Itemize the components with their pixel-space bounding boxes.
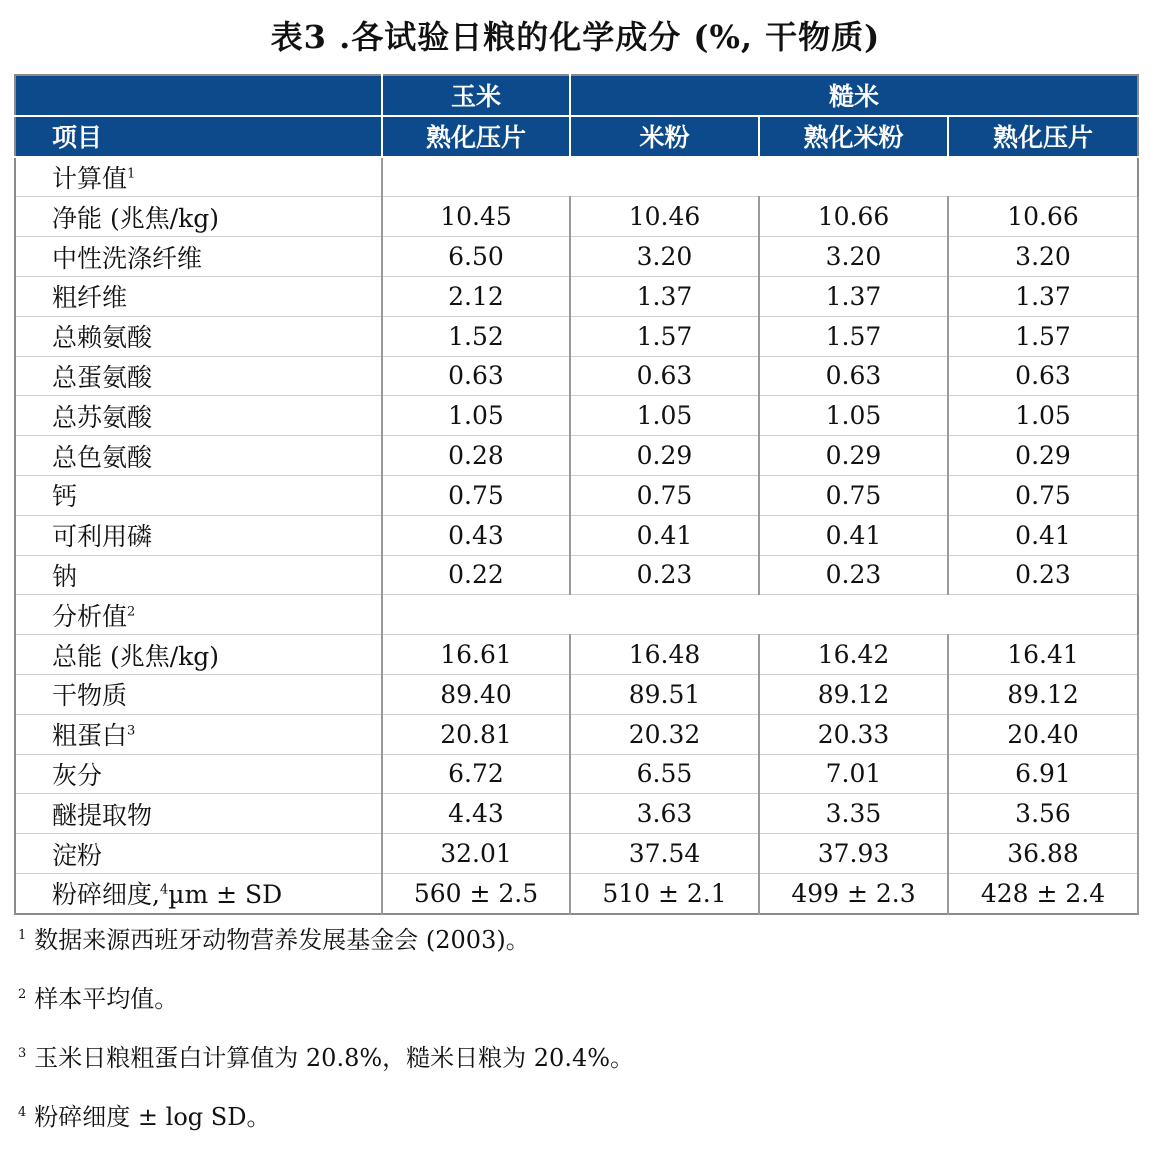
- value-cell: 0.29: [570, 436, 759, 476]
- header-group-brown-rice: 糙米: [570, 75, 1138, 116]
- row-label-text: 粗蛋白: [52, 721, 128, 751]
- header-row-groups: [15, 75, 1138, 116]
- value-cell: 1.05: [570, 396, 759, 436]
- footnote-text: 玉米日粮粗蛋白计算值为 20.8%，糙米日粮为 20.4%。: [34, 1044, 635, 1072]
- section-row: [15, 595, 1138, 635]
- row-label: [15, 635, 382, 675]
- row-label-text: 总能 (兆焦/kg): [52, 641, 220, 671]
- row-label-text: 粉碎细度,: [52, 880, 160, 910]
- row-label-text: 总蛋氨酸: [52, 362, 153, 392]
- row-label: [15, 515, 382, 555]
- section-label: [15, 595, 382, 635]
- footnote-number: 3: [18, 1046, 27, 1061]
- footnote-marker: 4: [159, 883, 169, 898]
- value-cell: 428 ± 2.4: [948, 873, 1138, 913]
- value-cell: 6.50: [382, 237, 570, 277]
- row-label-text: 钙: [52, 482, 78, 512]
- row-label: [15, 276, 382, 316]
- table-row: [15, 873, 1138, 913]
- value-cell: 89.51: [570, 674, 759, 714]
- value-cell: 560 ± 2.5: [382, 873, 570, 913]
- value-cell: 89.40: [382, 674, 570, 714]
- row-label: [15, 436, 382, 476]
- row-label: [15, 754, 382, 794]
- footnote: [18, 1097, 270, 1132]
- section-label: [15, 157, 382, 197]
- header-col-4: 熟化压片: [948, 116, 1138, 157]
- table-row: [15, 754, 1138, 794]
- row-label: [15, 834, 382, 874]
- header-col-3: 熟化米粉: [759, 116, 948, 157]
- value-cell: 16.42: [759, 635, 948, 675]
- section-label-text: 分析值: [52, 601, 128, 631]
- table-row: [15, 834, 1138, 874]
- table-row: [15, 635, 1138, 675]
- row-label-text: 粗纤维: [52, 283, 128, 313]
- table-title: 表3 .各试验日粮的化学成分 (%, 干物质): [270, 18, 881, 56]
- value-cell: 0.63: [382, 356, 570, 396]
- value-cell: 3.35: [759, 794, 948, 834]
- table-row: [15, 316, 1138, 356]
- row-label: [15, 873, 382, 913]
- footnote-marker: 3: [127, 723, 136, 739]
- header-group-corn: 玉米: [382, 75, 570, 116]
- value-cell: 16.48: [570, 635, 759, 675]
- value-cell: 36.88: [948, 834, 1138, 874]
- header-col-1: 熟化压片: [382, 116, 570, 157]
- value-cell: 10.46: [570, 197, 759, 237]
- footnote-number: 1: [18, 928, 27, 943]
- row-label-text: 淀粉: [52, 840, 103, 870]
- header-blank-cell: [15, 75, 382, 116]
- row-label: [15, 197, 382, 237]
- value-cell: 1.37: [759, 276, 948, 316]
- value-cell: 6.55: [570, 754, 759, 794]
- value-cell: 1.37: [948, 276, 1138, 316]
- footnote-number: 2: [18, 987, 27, 1002]
- header-col-2: 米粉: [570, 116, 759, 157]
- value-cell: 0.23: [570, 555, 759, 595]
- value-cell: 10.45: [382, 197, 570, 237]
- value-cell: 37.93: [759, 834, 948, 874]
- table-row: [15, 674, 1138, 714]
- row-label: [15, 674, 382, 714]
- row-label: [15, 555, 382, 595]
- value-cell: 10.66: [759, 197, 948, 237]
- value-cell: 0.63: [759, 356, 948, 396]
- value-cell: 1.57: [759, 316, 948, 356]
- row-label-text: 灰分: [52, 760, 103, 790]
- footnote: [18, 979, 178, 1014]
- table-row: [15, 276, 1138, 316]
- value-cell: 3.20: [948, 237, 1138, 277]
- value-cell: 20.81: [382, 714, 570, 754]
- footnote-text: 样本平均值。: [34, 985, 179, 1013]
- value-cell: 1.37: [570, 276, 759, 316]
- value-cell: 37.54: [570, 834, 759, 874]
- row-label-suffix: µm ± SD: [168, 880, 283, 910]
- value-cell: 0.23: [759, 555, 948, 595]
- table-row: [15, 197, 1138, 237]
- value-cell: 1.57: [948, 316, 1138, 356]
- value-cell: 4.43: [382, 794, 570, 834]
- value-cell: 3.20: [570, 237, 759, 277]
- value-cell: 89.12: [759, 674, 948, 714]
- row-label: [15, 316, 382, 356]
- table-row: [15, 515, 1138, 555]
- value-cell: 0.29: [948, 436, 1138, 476]
- value-cell: 0.63: [570, 356, 759, 396]
- row-label: [15, 475, 382, 515]
- value-cell: 510 ± 2.1: [570, 873, 759, 913]
- value-cell: 10.66: [948, 197, 1138, 237]
- value-cell: 20.33: [759, 714, 948, 754]
- value-cell: 3.20: [759, 237, 948, 277]
- value-cell: 32.01: [382, 834, 570, 874]
- row-label: [15, 794, 382, 834]
- row-label: [15, 356, 382, 396]
- table-row: [15, 714, 1138, 754]
- table-row: [15, 356, 1138, 396]
- footnote: [18, 1038, 634, 1073]
- row-label-text: 干物质: [52, 681, 128, 711]
- value-cell: 16.61: [382, 635, 570, 675]
- row-label: [15, 396, 382, 436]
- row-label-text: 总赖氨酸: [52, 323, 153, 353]
- value-cell: 16.41: [948, 635, 1138, 675]
- table-row: [15, 237, 1138, 277]
- value-cell: 0.22: [382, 555, 570, 595]
- value-cell: 0.41: [570, 515, 759, 555]
- value-cell: 0.43: [382, 515, 570, 555]
- row-label-text: 可利用磷: [52, 522, 153, 552]
- table-row: [15, 555, 1138, 595]
- row-label-text: 净能 (兆焦/kg): [52, 203, 220, 233]
- row-label-text: 钠: [52, 561, 78, 591]
- table-row: [15, 396, 1138, 436]
- header-item-label: 项目: [15, 116, 382, 157]
- value-cell: 0.28: [382, 436, 570, 476]
- row-label-text: 醚提取物: [52, 800, 153, 830]
- chemical-composition-table: [14, 74, 1139, 915]
- value-cell: 6.72: [382, 754, 570, 794]
- value-cell: 0.75: [759, 475, 948, 515]
- row-label: [15, 237, 382, 277]
- value-cell: 0.41: [948, 515, 1138, 555]
- row-label-text: 总苏氨酸: [52, 402, 153, 432]
- section-blank-cell: [382, 595, 1138, 635]
- section-blank-cell: [382, 157, 1138, 197]
- value-cell: 0.75: [382, 475, 570, 515]
- value-cell: 2.12: [382, 276, 570, 316]
- section-row: [15, 157, 1138, 197]
- value-cell: 0.75: [570, 475, 759, 515]
- footnote: [18, 920, 530, 955]
- row-label-text: 总色氨酸: [52, 442, 153, 472]
- table-row: [15, 475, 1138, 515]
- value-cell: 499 ± 2.3: [759, 873, 948, 913]
- row-label-text: 中性洗涤纤维: [52, 243, 203, 273]
- footnote-text: 粉碎细度 ± log SD。: [34, 1103, 271, 1131]
- value-cell: 1.52: [382, 316, 570, 356]
- value-cell: 1.05: [948, 396, 1138, 436]
- value-cell: 0.29: [759, 436, 948, 476]
- footnote-marker: 2: [127, 604, 136, 620]
- value-cell: 6.91: [948, 754, 1138, 794]
- value-cell: 20.40: [948, 714, 1138, 754]
- value-cell: 1.05: [382, 396, 570, 436]
- value-cell: 89.12: [948, 674, 1138, 714]
- table-row: [15, 436, 1138, 476]
- value-cell: 7.01: [759, 754, 948, 794]
- value-cell: 3.56: [948, 794, 1138, 834]
- header-row-columns: [15, 116, 1138, 157]
- footnote-number: 4: [18, 1105, 27, 1120]
- value-cell: 1.05: [759, 396, 948, 436]
- value-cell: 3.63: [570, 794, 759, 834]
- value-cell: 0.63: [948, 356, 1138, 396]
- value-cell: 1.57: [570, 316, 759, 356]
- section-label-text: 计算值: [52, 163, 128, 193]
- footnote-text: 数据来源西班牙动物营养发展基金会 (2003)。: [34, 926, 530, 954]
- value-cell: 0.75: [948, 475, 1138, 515]
- value-cell: 0.41: [759, 515, 948, 555]
- footnote-marker: 1: [127, 166, 136, 182]
- row-label: [15, 714, 382, 754]
- table-row: [15, 794, 1138, 834]
- value-cell: 0.23: [948, 555, 1138, 595]
- value-cell: 20.32: [570, 714, 759, 754]
